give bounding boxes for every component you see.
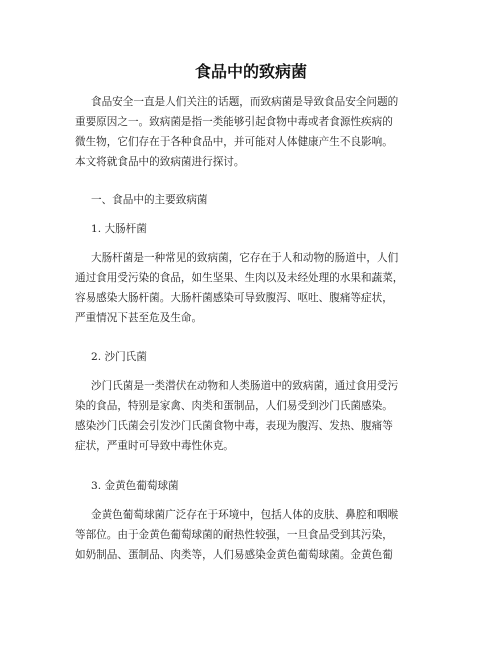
- item-heading: 2. 沙门氏菌: [91, 351, 147, 363]
- paragraph-line: 通过食用受污染的食品，如生坚果、生肉以及未经处理的水果和蔬菜，: [75, 272, 404, 284]
- intro-line: 重要原因之一。致病菌是指一类能够引起食物中毒或者食源性疾病的: [75, 116, 393, 128]
- document-title: 食品中的致病菌: [194, 62, 307, 81]
- intro-line: 本文将就食品中的致病菌进行探讨。: [75, 156, 245, 168]
- item3-paragraph: [75, 505, 455, 565]
- paragraph-line: 沙门氏菌是一类潜伏在动物和人类肠道中的致病菌，通过食用受污: [91, 380, 399, 392]
- paragraph-line: 如奶制品、蛋制品、肉类等，人们易感染金黄色葡萄球菌。金黄色葡: [75, 549, 393, 561]
- paragraph-line: 感染沙门氏菌会引发沙门氏菌食物中毒，表现为腹泻、发热、腹痛等: [75, 420, 393, 432]
- item-heading: 3. 金黄色葡萄球菌: [91, 480, 179, 492]
- paragraph-line: 大肠杆菌是一种常见的致病菌，它存在于人和动物的肠道中，人们: [91, 252, 399, 264]
- intro-paragraph: [75, 92, 455, 172]
- paragraph-line: 严重情况下甚至危及生命。: [75, 312, 203, 324]
- item1-paragraph: [75, 248, 455, 328]
- paragraph-line: 容易感染大肠杆菌。大肠杆菌感染可导致腹泻、呕吐、腹痛等症状，: [75, 292, 393, 304]
- intro-line: 食品安全一直是人们关注的话题，而致病菌是导致食品安全问题的: [91, 96, 399, 108]
- intro-line: 微生物，它们存在于各种食品中，并可能对人体健康产生不良影响。: [75, 136, 393, 148]
- paragraph-line: 金黄色葡萄球菌广泛存在于环境中，包括人体的皮肤、鼻腔和咽喉: [91, 509, 399, 521]
- section-heading: 一、食品中的主要致病菌: [91, 194, 208, 206]
- item-heading: 1. 大肠杆菌: [91, 223, 147, 235]
- paragraph-line: 等部位。由于金黄色葡萄球菌的耐热性较强，一旦食品受到其污染，: [75, 529, 393, 541]
- paragraph-line: 染的食品，特别是家禽、肉类和蛋制品，人们易受到沙门氏菌感染。: [75, 400, 393, 412]
- paragraph-line: 症状，严重时可导致中毒性休克。: [75, 440, 234, 452]
- item2-paragraph: [75, 376, 455, 456]
